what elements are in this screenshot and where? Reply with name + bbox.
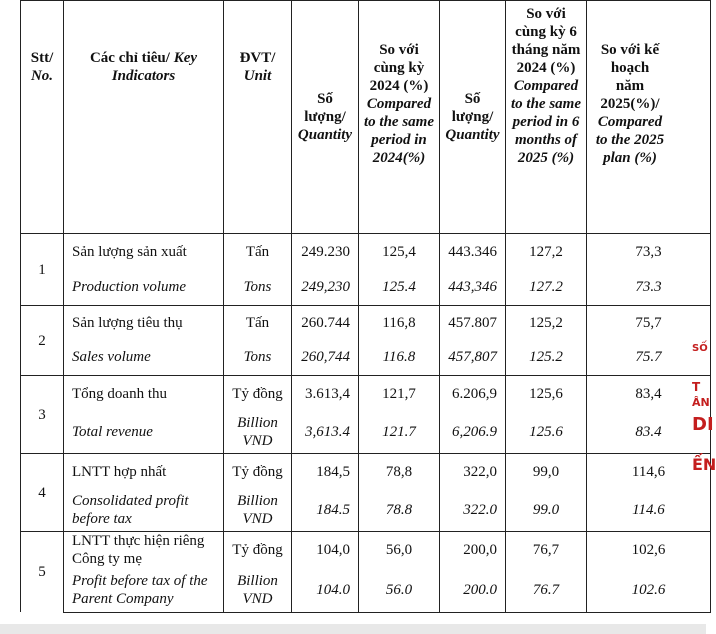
quantity-6m-cell: 443.346 bbox=[440, 234, 506, 270]
table-row-english bbox=[21, 412, 711, 454]
unit-cell: Tấn bbox=[224, 234, 292, 270]
quantity-cell-english: 260,744 bbox=[292, 340, 359, 376]
quantity-6m-cell: 200,0 bbox=[440, 532, 506, 569]
header-indicator: Các chỉ tiêu/ Key Indicators bbox=[64, 1, 224, 234]
row-number: 2 bbox=[21, 306, 64, 376]
compare-6m-cell-english: 99.0 bbox=[506, 490, 587, 532]
table-row bbox=[21, 306, 711, 340]
compare-plan-cell-english: 73.3 bbox=[587, 270, 711, 306]
unit-cell: Tỷ đồng bbox=[224, 376, 292, 412]
compare-2024-cell-english: 125.4 bbox=[359, 270, 440, 306]
compare-2024-cell-english: 116.8 bbox=[359, 340, 440, 376]
table-header-row bbox=[21, 1, 711, 234]
quantity-6m-cell-english: 443,346 bbox=[440, 270, 506, 306]
row-number: 3 bbox=[21, 376, 64, 454]
unit-cell-english: Tons bbox=[224, 270, 292, 306]
table-row bbox=[21, 376, 711, 412]
compare-6m-cell-english: 127.2 bbox=[506, 270, 587, 306]
compare-plan-cell-english: 102.6 bbox=[587, 568, 711, 612]
compare-2024-cell: 121,7 bbox=[359, 376, 440, 412]
quantity-cell-english: 104.0 bbox=[292, 568, 359, 612]
quantity-cell-english: 249,230 bbox=[292, 270, 359, 306]
row-number: 1 bbox=[21, 234, 64, 306]
row-number: 4 bbox=[21, 454, 64, 532]
key-indicators-table bbox=[20, 0, 716, 613]
header-compare-2024: So với cùng kỳ 2024 (%) Compared to the same period in 2024(%) bbox=[359, 1, 440, 234]
unit-cell: Tấn bbox=[224, 306, 292, 340]
compare-6m-cell-english: 76.7 bbox=[506, 568, 587, 612]
quantity-cell: 184,5 bbox=[292, 454, 359, 490]
compare-2024-cell: 56,0 bbox=[359, 532, 440, 569]
compare-plan-cell-english: 83.4 bbox=[587, 412, 711, 454]
compare-6m-cell: 125,6 bbox=[506, 376, 587, 412]
table-row-english bbox=[21, 490, 711, 532]
indicator-name-english: Total revenue bbox=[64, 412, 224, 454]
compare-2024-cell-english: 78.8 bbox=[359, 490, 440, 532]
compare-6m-cell: 125,2 bbox=[506, 306, 587, 340]
header-stt: Stt/ No. bbox=[21, 1, 64, 234]
compare-plan-cell-english: 75.7 bbox=[587, 340, 711, 376]
quantity-6m-cell: 6.206,9 bbox=[440, 376, 506, 412]
indicator-name-english: Production volume bbox=[64, 270, 224, 306]
unit-cell-english: Billion VND bbox=[224, 568, 292, 612]
header-compare-plan: So với kế hoạch năm 2025(%)/ Compared to the 2025 plan (%) bbox=[587, 1, 711, 234]
header-unit: ĐVT/ Unit bbox=[224, 1, 292, 234]
unit-cell-english: Billion VND bbox=[224, 490, 292, 532]
quantity-6m-cell-english: 457,807 bbox=[440, 340, 506, 376]
unit-cell-english: Billion VND bbox=[224, 412, 292, 454]
unit-cell: Tỷ đồng bbox=[224, 532, 292, 569]
compare-plan-cell: 83,4 bbox=[587, 376, 711, 412]
compare-6m-cell: 76,7 bbox=[506, 532, 587, 569]
table-row-english bbox=[21, 340, 711, 376]
header-quantity-1: Số lượng/ Quantity bbox=[292, 1, 359, 234]
table-row bbox=[21, 454, 711, 490]
stamp-fragment: T bbox=[692, 380, 701, 394]
compare-2024-cell: 125,4 bbox=[359, 234, 440, 270]
compare-6m-cell: 99,0 bbox=[506, 454, 587, 490]
header-compare-6-months: So với cùng kỳ 6 tháng năm 2024 (%) Compared to the same period in 6 months of 2025 (%) bbox=[506, 1, 587, 234]
table-row-english bbox=[21, 270, 711, 306]
indicator-name-english: Consolidated profit before tax bbox=[64, 490, 224, 532]
table-row bbox=[21, 532, 711, 569]
unit-cell-english: Tons bbox=[224, 340, 292, 376]
compare-2024-cell-english: 56.0 bbox=[359, 568, 440, 612]
quantity-6m-cell: 457.807 bbox=[440, 306, 506, 340]
table-row bbox=[21, 234, 711, 270]
table-row-english bbox=[21, 568, 711, 612]
unit-cell: Tỷ đồng bbox=[224, 454, 292, 490]
stamp-fragment: ÂN bbox=[692, 396, 710, 409]
indicator-name: Sản lượng tiêu thụ bbox=[64, 306, 224, 340]
compare-6m-cell: 127,2 bbox=[506, 234, 587, 270]
quantity-cell: 3.613,4 bbox=[292, 376, 359, 412]
stamp-fragment: ẾN bbox=[692, 455, 716, 474]
stamp-fragment: SỐ bbox=[692, 343, 708, 354]
indicator-name: LNTT hợp nhất bbox=[64, 454, 224, 490]
indicator-name-english: Profit before tax of the Parent Company bbox=[64, 568, 224, 612]
compare-plan-cell-english: 114.6 bbox=[587, 490, 711, 532]
header-quantity-2: Số lượng/ Quantity bbox=[440, 1, 506, 234]
stamp-fragment: DI bbox=[692, 414, 714, 435]
row-number: 5 bbox=[21, 532, 64, 613]
compare-2024-cell-english: 121.7 bbox=[359, 412, 440, 454]
quantity-cell-english: 184.5 bbox=[292, 490, 359, 532]
quantity-6m-cell-english: 200.0 bbox=[440, 568, 506, 612]
indicator-name: LNTT thực hiện riêng Công ty mẹ bbox=[64, 532, 224, 569]
compare-6m-cell-english: 125.2 bbox=[506, 340, 587, 376]
quantity-6m-cell-english: 6,206.9 bbox=[440, 412, 506, 454]
quantity-6m-cell-english: 322.0 bbox=[440, 490, 506, 532]
compare-6m-cell-english: 125.6 bbox=[506, 412, 587, 454]
quantity-cell: 249.230 bbox=[292, 234, 359, 270]
compare-plan-cell: 114,6 bbox=[587, 454, 711, 490]
quantity-6m-cell: 322,0 bbox=[440, 454, 506, 490]
indicator-name-english: Sales volume bbox=[64, 340, 224, 376]
indicator-name: Tổng doanh thu bbox=[64, 376, 224, 412]
compare-plan-cell: 73,3 bbox=[587, 234, 711, 270]
compare-2024-cell: 116,8 bbox=[359, 306, 440, 340]
compare-2024-cell: 78,8 bbox=[359, 454, 440, 490]
quantity-cell: 260.744 bbox=[292, 306, 359, 340]
indicator-name: Sản lượng sản xuất bbox=[64, 234, 224, 270]
compare-plan-cell: 102,6 bbox=[587, 532, 711, 569]
quantity-cell: 104,0 bbox=[292, 532, 359, 569]
page-bottom-edge bbox=[0, 624, 706, 634]
quantity-cell-english: 3,613.4 bbox=[292, 412, 359, 454]
compare-plan-cell: 75,7 bbox=[587, 306, 711, 340]
